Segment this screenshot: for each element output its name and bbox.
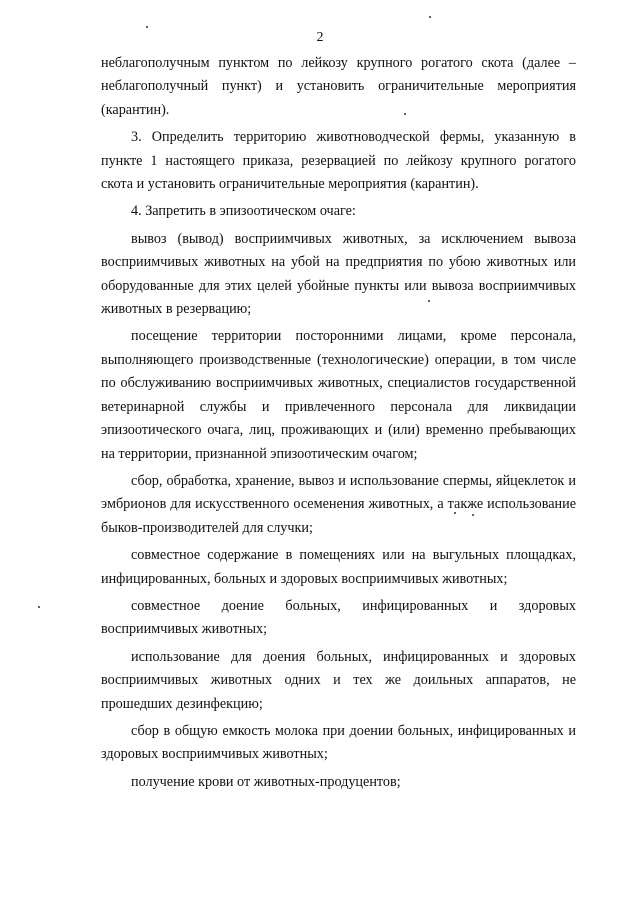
document-body — [101, 52, 576, 798]
paragraph-restriction-housing: совместное содержание в помещениях или на выгульных площадках, инфицированных, больных и здоровых восприимчивых животных; — [101, 547, 576, 587]
scan-speck — [454, 512, 456, 514]
paragraph-continuation: неблагополучным пунктом по лейкозу крупного рогатого скота (далее – неблагополучный пункт) и установить ограничительные мероприятия (карантин). — [101, 55, 576, 118]
paragraph-restriction-milking: совместное доение больных, инфицированных и здоровых восприимчивых животных; — [101, 597, 576, 638]
paragraph-restriction-blood: получение крови от животных-продуцентов; — [131, 773, 401, 790]
paragraph-restriction-visits: посещение территории посторонними лицами, кроме персонала, выполняющего производственные (технологические) операции, в том числе по обслуживанию восприимчивых животных, специалистов государственной ветеринарной службы и привлеченного персонала для ликвидации эпизоотического очага, лиц, проживающих и (или) временно пребывающих на территории, признанной эпизоотическим очагом; — [101, 328, 576, 462]
paragraph-restriction-export: вывоз (вывод) восприимчивых животных, за исключением вывоза восприимчивых животных на убой на предприятия по убою животных или оборудованные для этих целей убойные пункты или вывоза восприимчивых животных в резервацию; — [101, 230, 576, 318]
paragraph-item-3: 3. Определить территорию животноводческой фермы, указанную в пункте 1 настоящего приказа, резервацией по лейкозу крупного рогатого скота и установить ограничительные мероприятия (карантин). — [101, 129, 576, 193]
scan-speck — [429, 16, 431, 18]
scan-speck — [38, 606, 40, 608]
scan-speck — [472, 514, 474, 516]
scan-speck — [428, 300, 430, 302]
paragraph-restriction-milk-collection: сбор в общую емкость молока при доении больных, инфицированных и здоровых восприимчивых животных; — [101, 722, 576, 763]
page-number: 2 — [316, 30, 324, 45]
paragraph-item-4: 4. Запретить в эпизоотическом очаге: — [131, 203, 356, 220]
paragraph-restriction-sperm: сбор, обработка, хранение, вывоз и использование спермы, яйцеклеток и эмбрионов для искусственного осеменения животных, а также использование быков-производителей для случки; — [101, 472, 576, 536]
scan-speck — [404, 113, 406, 115]
paragraph-restriction-equipment: использование для доения больных, инфицированных и здоровых восприимчивых животных одних и тех же доильных аппаратов, не прошедших дезинфекцию; — [101, 648, 576, 712]
scan-speck — [146, 26, 148, 28]
